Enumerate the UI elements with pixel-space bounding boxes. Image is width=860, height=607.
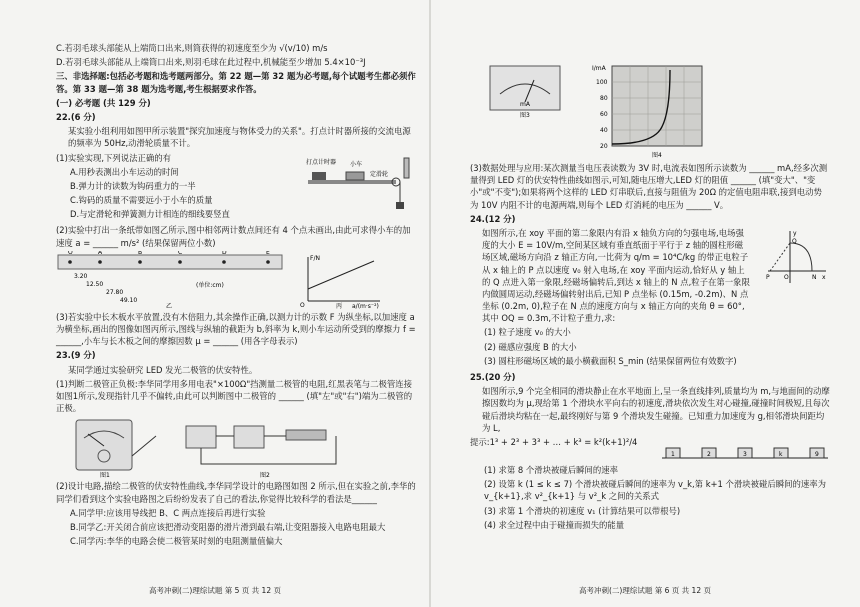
y-axis-label: F/N [310, 254, 320, 262]
tape-point [98, 260, 102, 264]
distance-label: 3.20 [74, 272, 88, 280]
q25-heading: 25.(20 分) [470, 372, 516, 382]
tick-label: 80 [600, 95, 608, 102]
graph-line [308, 261, 374, 289]
figure-caption: 图2 [260, 472, 270, 479]
y-axis-label: I/mA [592, 65, 606, 72]
q22-part1-row [56, 152, 416, 223]
required-heading: (一) 必考题 (共 129 分) [56, 97, 151, 108]
tick-label: 60 [600, 111, 608, 118]
p-label: P [766, 273, 770, 281]
block-label: k [779, 450, 783, 458]
tick-label: 100 [596, 79, 608, 86]
q24-item-1: (1) 粒子速度 v₀ 的大小 [484, 327, 571, 338]
figure-caption: 图1 [100, 472, 110, 479]
q24-item-2: (2) 磁感应强度 B 的大小 [484, 341, 577, 352]
y-label: y [793, 229, 797, 237]
block-label: 2 [707, 450, 711, 458]
q-label: Q [792, 237, 797, 245]
q23-intro: 某同学通过实验研究 LED 发光二极管的伏安特性。 [68, 364, 258, 375]
figure-caption: 乙 [166, 302, 173, 309]
blocks-figure [660, 436, 830, 462]
point-label: C [178, 250, 183, 256]
origin-label: O [300, 301, 305, 309]
q21-option-c: C.若羽毛球头部能从上端筒口出来,则筒获得的初速度至少为 √(v/10) m/s [56, 43, 328, 53]
page-footer-left: 高考冲刺(二)理综试题 第 5 页 共 12 页 [149, 586, 281, 596]
pulley-label: 定滑轮 [370, 170, 389, 178]
q22-option-b: B.弹力计的读数为钩码重力的一半 [70, 180, 196, 191]
spring-scale-icon [404, 158, 409, 178]
block-label: 9 [815, 450, 819, 458]
figure-caption: 图4 [652, 152, 662, 159]
q22-figures [56, 251, 416, 309]
section-3-heading: 三、非选择题:包括必考题和选考题两部分。第 22 题—第 32 题为必考题,每个试题考生都必须作答。第 33 题—第 38 题为选考题,考生根据要求作答。 [56, 71, 416, 94]
point-label: B [138, 250, 143, 256]
q24-item-3: (3) 圆柱形磁场区域的最小横截面积 S_min (结果保留两位有效数字) [484, 355, 737, 366]
board [308, 180, 396, 184]
ammeter-icon [234, 426, 264, 448]
q23-part1: (1)判断二极管正负极:李华同学用多用电表"×100Ω"挡测量二极管的电阻,红黑表笔与二极管连接如图1所示,发现指针几乎不偏转,由此可以判断图中二极管的 ______ (填"左"或"右")端为二极管的正极。 [56, 378, 413, 414]
timer-icon [312, 172, 326, 180]
block-label: 1 [671, 450, 675, 458]
iv-curve-figure [590, 60, 710, 160]
q21-option-d: D.若羽毛球头部能从上端筒口出来,则羽毛球在此过程中,机械能至少增加 5.4×10⁻³J [56, 57, 366, 68]
x-axis-label: a/(m·s⁻²) [352, 302, 379, 309]
unit-label: (单位:cm) [196, 281, 224, 289]
tape-point [68, 260, 72, 264]
point-label: O [68, 250, 73, 256]
tick-label: 40 [600, 127, 608, 134]
distance-label: 49.10 [120, 296, 138, 304]
apparatus-figure [304, 152, 416, 214]
multimeter-figure [56, 416, 166, 478]
voltmeter-icon [186, 426, 216, 448]
q25-item-2: (2) 设第 k (1 ≤ k ≤ 7) 个滑块被碰后瞬间的速率为 v_k,第 k+1 个滑块被碰后瞬间的速率为 v_{k+1},求 v²_{k+1} 与 v²_k 之间的关系式 [484, 479, 827, 502]
paper-tape [58, 255, 282, 269]
distance-label: 27.80 [106, 288, 124, 296]
q23-part2: (2)设计电路,描绘二极管的伏安特性曲线,李华同学设计的电路图如图 2 所示,但在实验之前,李华的同学们看到这个实验电路图之后纷纷发表了自己的看法,你觉得比较科学的看法是______ [56, 481, 416, 504]
tape-point [222, 260, 226, 264]
q25-row [470, 436, 830, 462]
q23-figures [56, 416, 416, 478]
q25-item-1: (1) 求第 8 个滑块被碰后瞬间的速率 [484, 464, 619, 475]
q22-heading: 22.(6 分) [56, 111, 96, 122]
trajectory [770, 243, 790, 271]
q25-item-4: (4) 求全过程中由于碰撞而损失的能量 [484, 519, 625, 530]
point-label: D [222, 250, 227, 256]
cart-icon [346, 172, 364, 180]
q23-option-b: B.同学乙:开关闭合前应该把滑动变阻器的滑片滑到最右端,让变阻器接入电路电阻最大 [70, 521, 386, 532]
ammeter-figure [470, 60, 580, 118]
n-label: N [812, 273, 817, 281]
q23-heading: 23.(9 分) [56, 350, 96, 361]
q23-option-c: C.同学丙:李华的电路会使二极管某时刻的电阻测量值偏大 [70, 536, 283, 547]
tape-figure [56, 251, 286, 309]
q22-part3: (3)若实验中长木板水平放置,没有木倍阻力,其余操作正确,以测力计的示数 F 为纵坐标,以加速度 a 为横坐标,画出的图像如图丙所示,图线与纵轴的截距为 b,斜率为 k,则小车运动所受到的摩擦力 f = ______,小车与长木板之间的摩擦因数 μ = ______ (用各字母表示) [56, 311, 416, 347]
page-footer-right: 高考冲刺(二)理综试题 第 6 页 共 12 页 [579, 586, 711, 596]
circuit-figure [176, 416, 356, 478]
q22-part2: (2)实验中打出一条纸带如图乙所示,图中相邻两计数点间还有 4 个点未画出,由此可求得小车的加速度 a = ______ m/s² (结果保留两位小数) [56, 225, 411, 248]
meter-unit: mA [520, 101, 530, 108]
tape-point [138, 260, 142, 264]
tape-point [266, 260, 270, 264]
page-right [430, 0, 860, 607]
weight-icon [396, 202, 404, 209]
q24-heading: 24.(12 分) [470, 213, 516, 224]
rheostat-icon [286, 430, 326, 440]
q23-part3: (3)数据处理与应用:某次测量当电压表读数为 3V 时,电流表如图所示读数为 ______ mA,经多次测量得到 LED 灯的伏安特性曲线如图示,可知,随电压增大,LED 灯的阻值 ______ (填"变大"、"变小"或"不变");如果将两个这样的 LED 灯串联后,直接与阻值为 20Ω 的定值电阻串联,接到电动势为 10V 内阻不计的电源两端,则每个 LED 灯消耗的电压为 ______ V。 [470, 163, 828, 210]
block-label: 3 [743, 450, 747, 458]
point-label: A [98, 250, 103, 256]
tick-label: 20 [600, 143, 608, 150]
q22-option-c: C.钩码的质量不需要远小于小车的质量 [70, 195, 213, 206]
q22-intro: 某实验小组利用如图甲所示装置"探究加速度与物体受力的关系"。打点计时器所接的交流电源的频率为 50Hz,动滑轮质量不计。 [68, 126, 411, 149]
origin-label: O [784, 273, 789, 281]
q23-option-a: A.同学甲:应该用导线把 B、C 两点连接后再进行实验 [70, 507, 266, 518]
q25-body: 如图所示,9 个完全相同的滑块静止在水平地面上,呈一条直线排列,质量均为 m,与地面间的动摩擦因数均为 μ,现给第 1 个滑块水平向右的初速度,滑块依次发生对心碰撞,碰撞时间极短,且每次碰后滑块均粘在一起,最终刚好与第 9 个滑块发生碰撞。已知重力加速度为 g,相邻滑块间距均为 L, [482, 386, 830, 433]
tape-point [178, 260, 182, 264]
q24-row [470, 227, 830, 369]
q23-part3-figures [470, 60, 830, 160]
x-label: x [822, 273, 826, 281]
field-diagram [760, 227, 830, 287]
q25-hint: 提示:1³ + 2³ + 3³ + … + k³ = k²(k+1)²/4 [470, 436, 638, 447]
timer-label: 打点计时器 [306, 158, 337, 166]
figure-caption: 丙 [336, 302, 343, 309]
point-label: E [266, 250, 270, 256]
q25-item-3: (3) 求第 1 个滑块的初速度 v₁ (计算结果可以带根号) [484, 505, 681, 516]
q22-option-a: A.用秒表测出小车运动的时间 [70, 166, 179, 177]
figure-caption: 图3 [520, 112, 530, 118]
distance-label: 12.50 [86, 280, 104, 288]
f-a-graph [296, 251, 386, 309]
q22-option-d: D.与定滑轮和弹簧测力计相连的细线要竖直 [70, 209, 230, 220]
arc-path [790, 243, 812, 271]
q24-body: 如图所示,在 xoy 平面的第二象限内有沿 x 轴负方向的匀强电场,电场强度的大小 E = 10V/m,空间某区域有垂直纸面于平行于 z 轴的圆柱形磁场区域,磁场方向沿 z 轴正方向,一比荷为 q/m = 10⁴C/kg 的带正电粒子从 x 轴上的 P 点以速度 v₀ 射入电场,在 xoy 平面内运动,恰好从 y 轴上的 Q 点进入第一象限,经磁场偏转后,到达 x 轴上的 N 点,粒子在第一象限内做圆周运动,经磁场偏转射出后,已知 P 点坐标 (0.15m, -0.2m)、N 点坐标 (0.2m, 0),粒子在 N 点的速度方向与 x 轴正方向的夹角 θ = 60°,其中 OQ = 0.3m,不计粒子重力,求: [482, 227, 750, 324]
q22-part1: (1)实验实现,下列说法正确的有 [56, 152, 172, 163]
cart-label: 小车 [350, 160, 363, 168]
probe-wire [132, 436, 156, 456]
